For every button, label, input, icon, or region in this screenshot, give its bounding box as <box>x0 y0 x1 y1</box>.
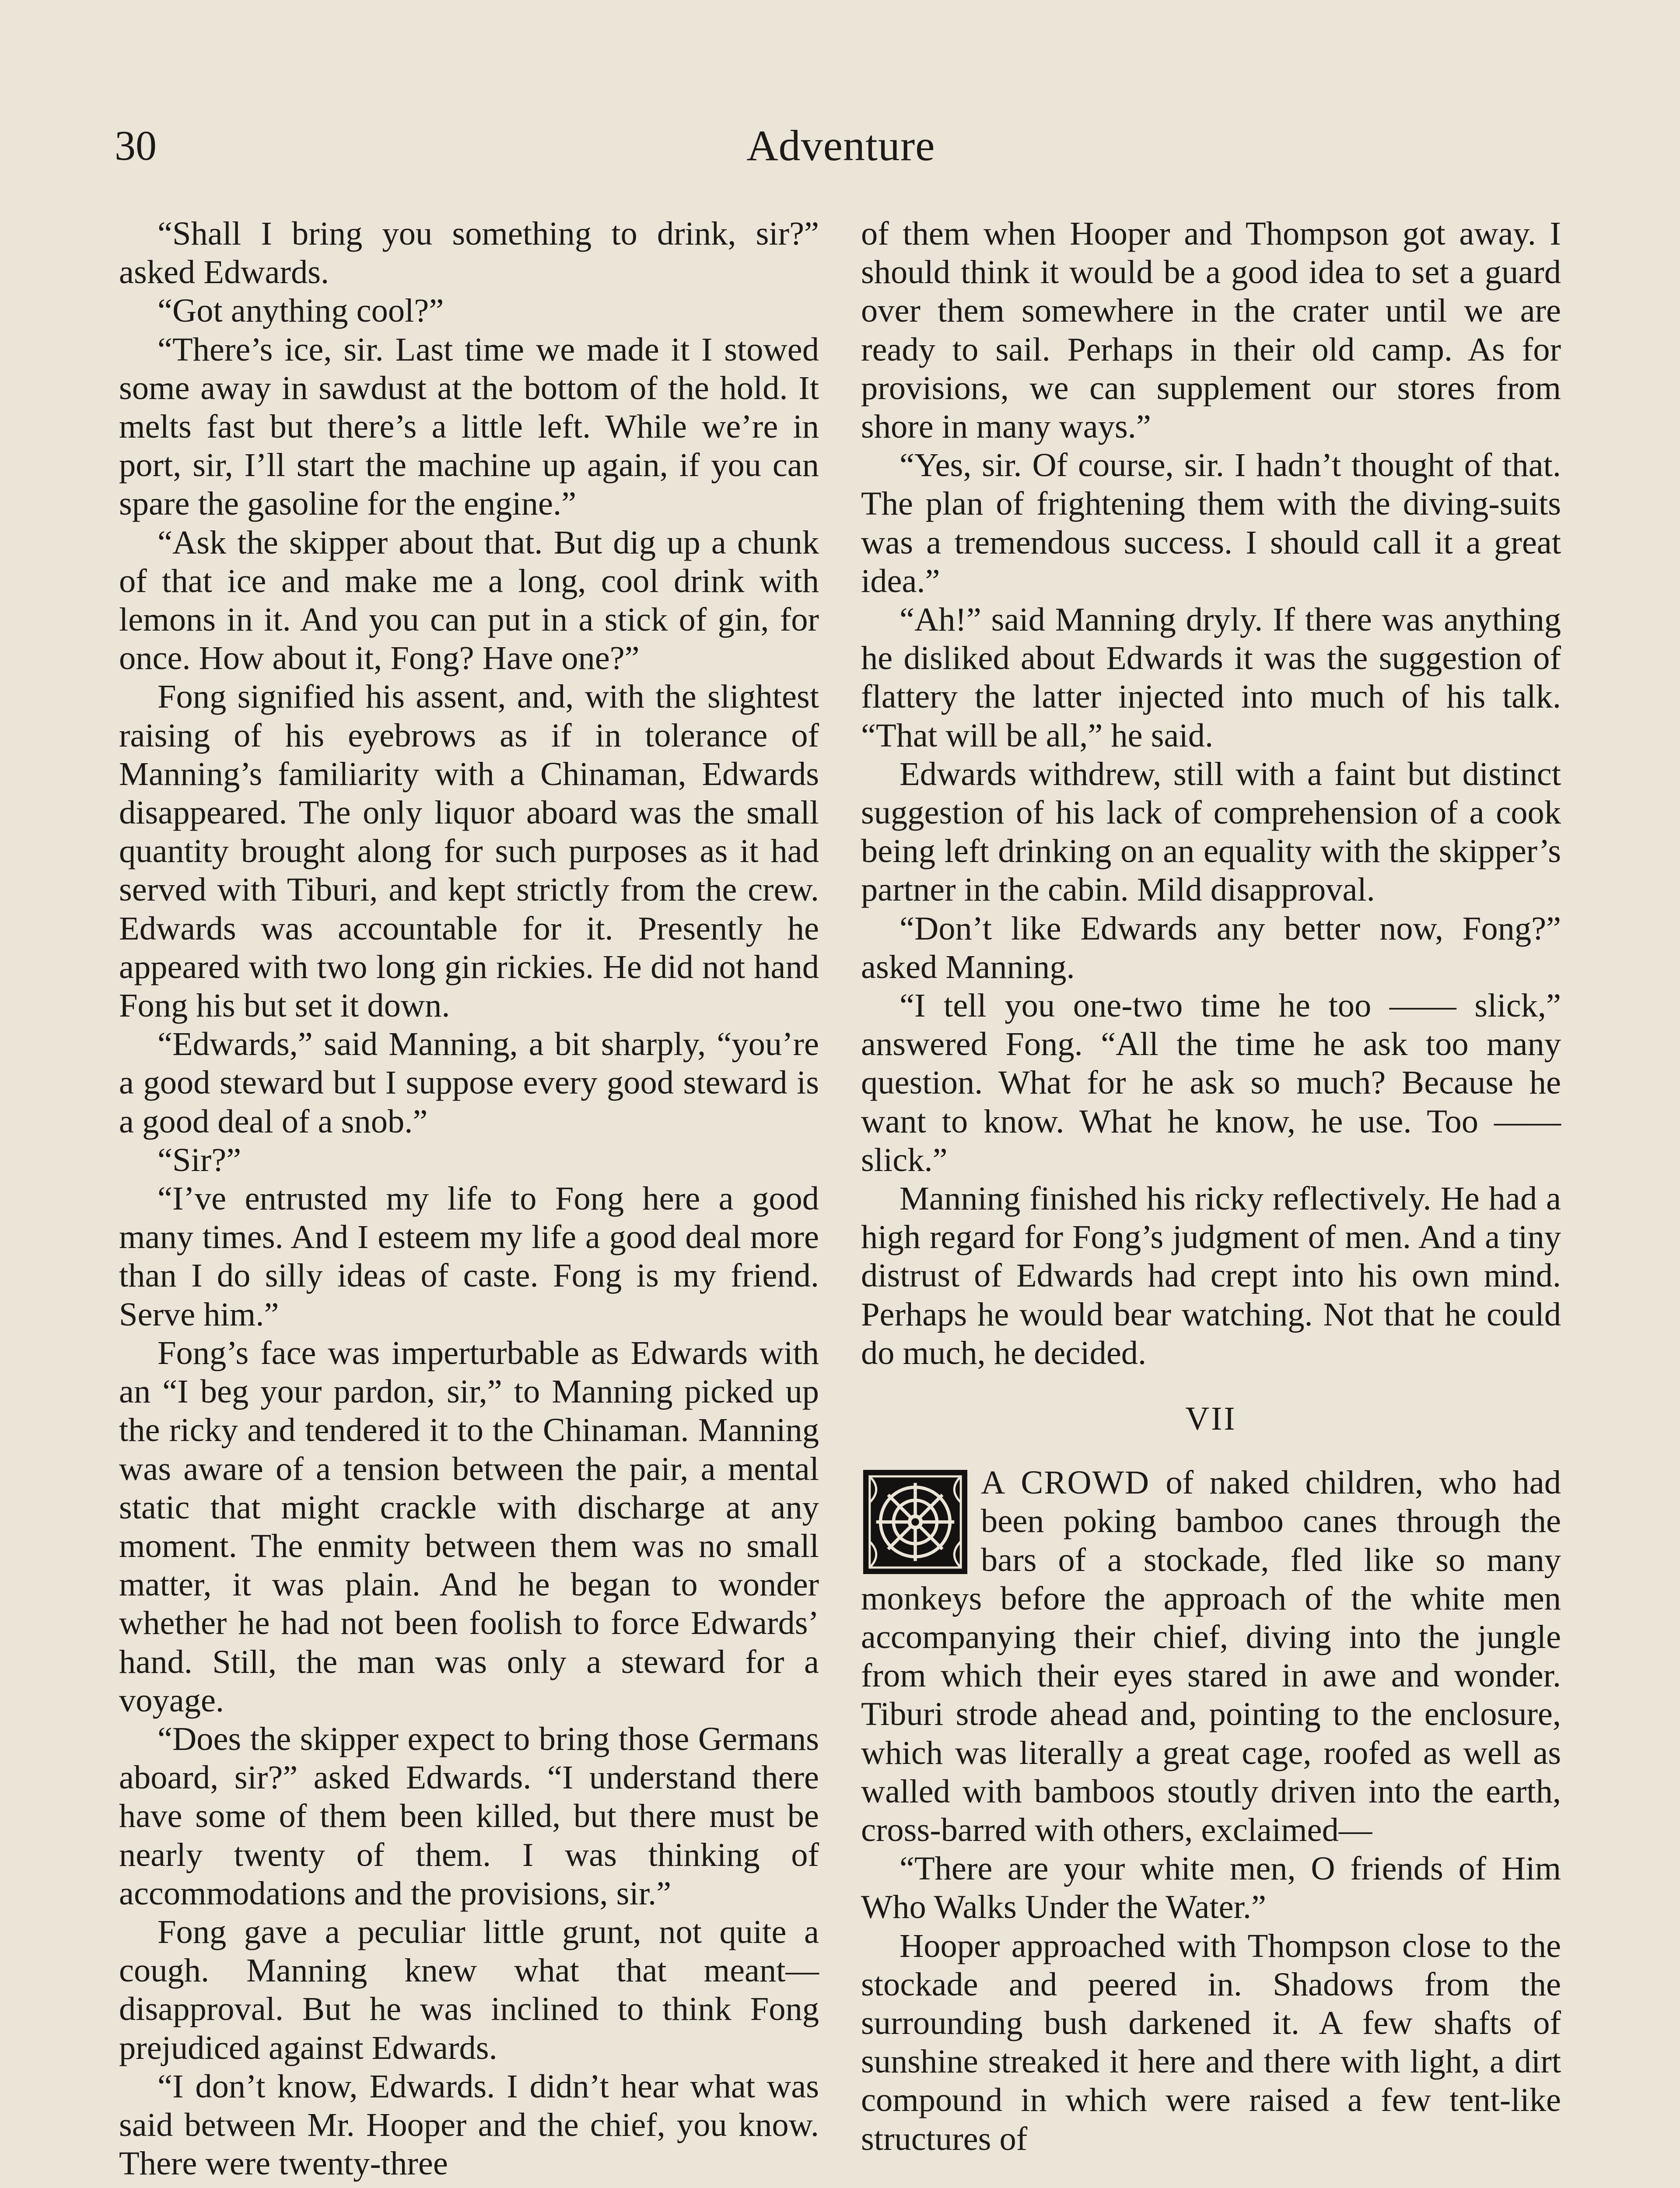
paragraph: “I don’t know, Edwards. I didn’t hear what was said between Mr. Hooper and the chief, you know. There were twenty-three <box>119 2067 819 2182</box>
paragraph: “I tell you one-two time he too —— slick,” answered Fong. “All the time he ask too many question. What for he ask so much? Because he want to know. What he know, he use. Too —— slick.” <box>861 987 1561 1178</box>
paragraph: “I’ve entrusted my life to Fong here a good many times. And I esteem my life a good deal more than I do silly ideas of caste. Fong is my friend. Serve him.” <box>119 1180 819 1333</box>
paragraph: “Edwards,” said Manning, a bit sharply, “you’re a good steward but I suppose every good steward is a good deal of a snob.” <box>119 1025 819 1140</box>
left-column <box>119 214 819 2188</box>
page-number: 30 <box>115 122 157 169</box>
paragraph: “There’s ice, sir. Last time we made it I stowed some away in sawdust at the bottom of the hold. It melts fast but there’s a little left. While we’re in port, sir, I’ll start the machine up again, if you can spare the gasoline for the engine.” <box>119 330 819 522</box>
page-header <box>115 117 1567 183</box>
chapter-lead-paragraph <box>861 1463 1561 1849</box>
paragraph: Fong signified his assent, and, with the slightest raising of his eyebrows as if in tolerance of Manning’s familiarity with a Chinaman, Edwards disappeared. The only liquor aboard was the small quantity brought along for such purposes as it had served with Tiburi, and kept strictly from the crew. Edwards was accountable for it. Presently he appeared with two long gin rickies. He did not hand Fong his but set it down. <box>119 678 819 1024</box>
paragraph: “Does the skipper expect to bring those Germans aboard, sir?” asked Edwards. “I understand there have some of them been killed, but there must be nearly twenty of them. I was thinking of accommodations and the provisions, sir.” <box>119 1720 819 1912</box>
paragraph: Edwards withdrew, still with a faint but distinct suggestion of his lack of comprehension of a cook being left drinking on an equality with the skipper’s partner in the cabin. Mild disapproval. <box>861 755 1561 908</box>
paragraph: of them when Hooper and Thompson got away. I should think it would be a good idea to set a guard over them somewhere in the crater until we are ready to sail. Perhaps in their old camp. As for provisions, we can supplement our stores from shore in many ways.” <box>861 215 1561 445</box>
paragraph: Fong gave a peculiar little grunt, not quite a cough. Manning knew what that meant—disapproval. But he was inclined to think Fong prejudiced against Edwards. <box>119 1913 819 2066</box>
paragraph: “Ask the skipper about that. But dig up a chunk of that ice and make me a long, cool drink with lemons in it. And you can put in a stick of gin, for once. How about it, Fong? Have one?” <box>119 523 819 677</box>
lead-in-text: A CROWD <box>981 1464 1150 1501</box>
paragraph: “Don’t like Edwards any better now, Fong?” asked Manning. <box>861 909 1561 985</box>
section-heading: VII <box>1185 1400 1237 1438</box>
paragraph: Hooper approached with Thompson close to the stockade and peered in. Shadows from the surrounding bush darkened it. A few shafts of sunshine streaked it here and there with light, a dirt compound in which were raised a few tent-like structures of <box>861 1927 1561 2157</box>
celtic-knot-ornament-icon <box>861 1468 970 1576</box>
paragraph: “Sir?” <box>158 1141 242 1178</box>
running-title: Adventure <box>746 121 935 170</box>
paragraph: “Got anything cool?” <box>158 292 444 330</box>
right-column <box>861 214 1561 2188</box>
paragraph: “There are your white men, O friends of Him Who Walks Under the Water.” <box>861 1850 1561 1926</box>
paragraph: Manning finished his ricky reflectively. He had a high regard for Fong’s judgment of men. And a tiny distrust of Edwards had crept into his own mind. Perhaps he would bear watching. Not that he could do much, he decided. <box>861 1180 1561 1371</box>
paragraph: “Yes, sir. Of course, sir. I hadn’t thought of that. The plan of frightening them with the diving-suits was a tremendous success. I should call it a great idea.” <box>861 446 1561 600</box>
paragraph: “Shall I bring you something to drink, sir?” asked Edwards. <box>119 215 819 291</box>
lead-paragraph-text: of naked children, who had been poking bamboo canes through the bars of a stockade, fled like so many monkeys before the approach of the white men accompanying their chief, diving into the jungle from which their eyes stared in awe and wonder. Tiburi strode ahead and, pointing to the enclosure, which was literally a great cage, roofed as well as walled with bamboos stoutly driven into the earth, cross-barred with others, exclaimed— <box>861 1464 1561 1848</box>
paragraph: “Ah!” said Manning dryly. If there was anything he disliked about Edwards it was the suggestion of flattery the latter injected into much of his talk. “That will be all,” he said. <box>861 601 1561 754</box>
paragraph: Fong’s face was imperturbable as Edwards with an “I beg your pardon, sir,” to Manning picked up the ricky and tendered it to the Chinaman. Manning was aware of a tension between the pair, a mental static that might crackle with discharge at any moment. The enmity between them was no small matter, it was plain. And he began to wonder whether he had not been foolish to force Edwards’ hand. Still, the man was only a steward for a voyage. <box>119 1334 819 1719</box>
